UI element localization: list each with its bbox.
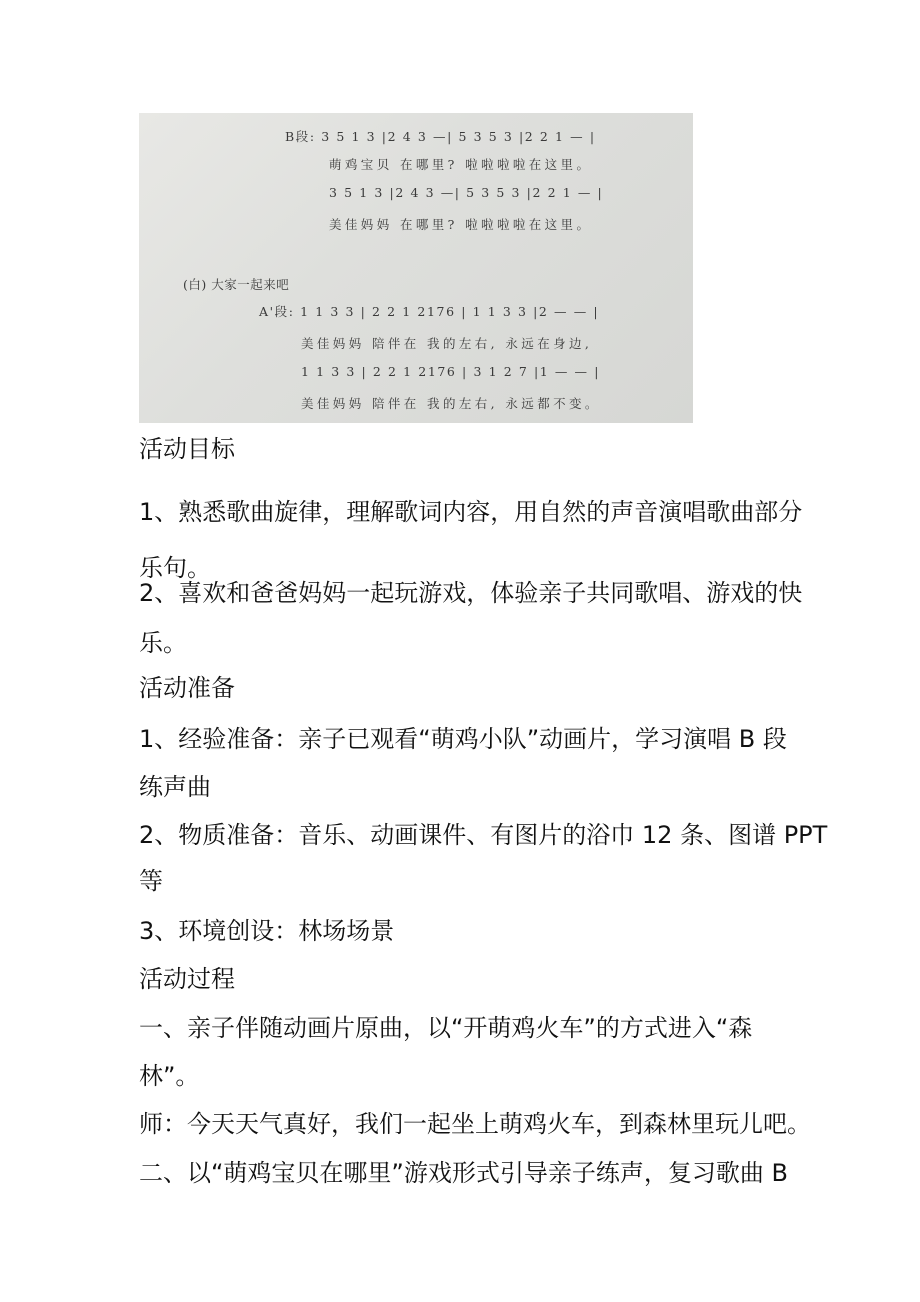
music-score-photo [139,113,693,423]
goal-2-line-2: 乐。 [139,629,187,657]
prep-2-line-1: 2、物质准备：音乐、动画课件、有图片的浴巾 12 条、图谱 PPT [139,821,828,849]
score-line-a-lyrics-2: 美佳妈妈 陪伴在 我的左右, 永远都不变。 [301,396,601,411]
prep-1-line-2: 练声曲 [139,773,211,801]
heading-activity-goals: 活动目标 [139,435,235,463]
step-2-line-1: 二、以“萌鸡宝贝在哪里”游戏形式引导亲子练声，复习歌曲 B [139,1159,788,1187]
prep-2-line-2: 等 [139,867,163,895]
goal-2-line-1: 2、喜欢和爸爸妈妈一起玩游戏，体验亲子共同歌唱、游戏的快 [139,579,803,607]
score-line-b-lyrics-2: 美佳妈妈 在哪里? 啦啦啦啦在这里。 [329,217,593,232]
score-line-b-lyrics-1: 萌鸡宝贝 在哪里? 啦啦啦啦在这里。 [329,157,593,172]
score-line-a-notes-1: A'段: 1 1 3 3 | 2 2 1 2176 | 1 1 3 3 |2 — — | [259,304,600,319]
step-1-line-1: 一、亲子伴随动画片原曲，以“开萌鸡火车”的方式进入“森 [139,1014,753,1042]
score-line-a-notes-2: 1 1 3 3 | 2 2 1 2176 | 3 1 2 7 |1 — — | [301,364,601,379]
score-spoken-line: (白) 大家一起来吧 [183,277,290,292]
heading-activity-prep: 活动准备 [139,674,235,702]
step-1-line-2: 林”。 [139,1062,200,1090]
score-line-a-lyrics-1: 美佳妈妈 陪伴在 我的左右, 永远在身边, [301,336,593,351]
score-line-b-notes-1: B段: 3 5 1 3 |2 4 3 —| 5 3 5 3 |2 2 1 — | [285,129,596,144]
teacher-line: 师：今天天气真好，我们一起坐上萌鸡火车，到森林里玩儿吧。 [139,1110,811,1138]
heading-activity-process: 活动过程 [139,965,235,993]
score-line-b-notes-2: 3 5 1 3 |2 4 3 —| 5 3 5 3 |2 2 1 — | [329,185,604,200]
prep-1-line-1: 1、经验准备：亲子已观看“萌鸡小队”动画片，学习演唱 B 段 [139,725,787,753]
goal-1-line-2: 乐句。 [139,554,211,582]
goal-1-line-1: 1、熟悉歌曲旋律，理解歌词内容，用自然的声音演唱歌曲部分 [139,498,803,526]
prep-3: 3、环境创设：林场场景 [139,917,395,945]
